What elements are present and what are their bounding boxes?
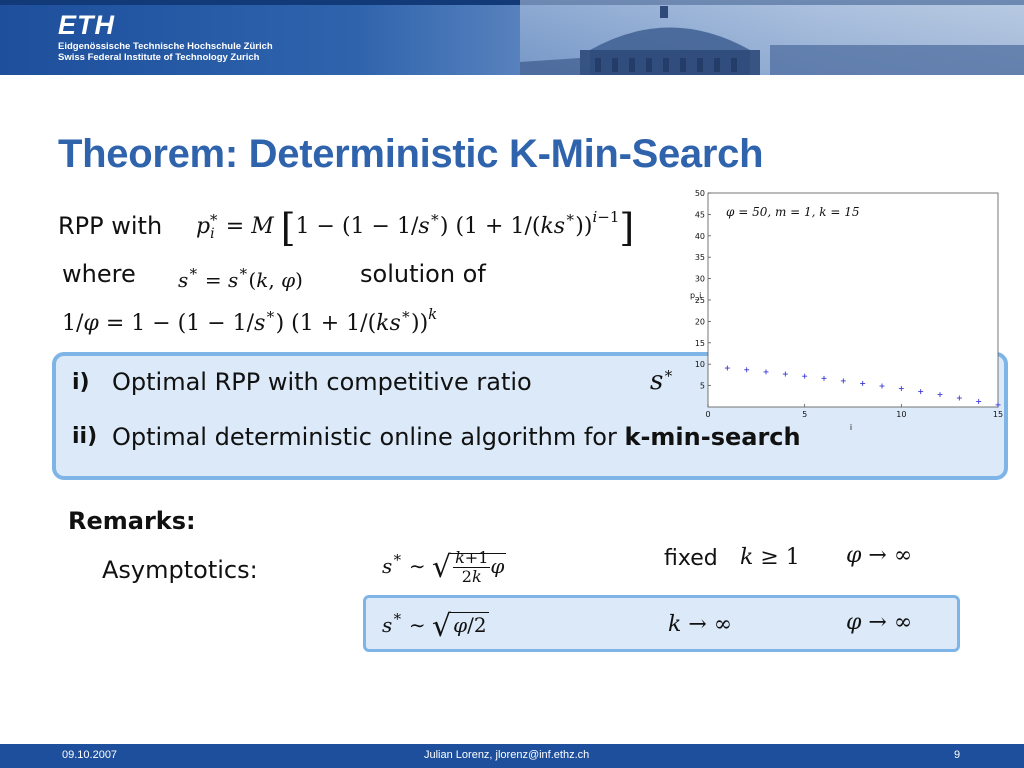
pi-scatter-chart <box>680 186 1010 432</box>
x-tick-label: 10 <box>896 410 907 419</box>
y-tick-label: 25 <box>694 296 705 305</box>
asymptotics-label: Asymptotics: <box>102 556 258 584</box>
rpp-formula: $p_i^∗ = M$ [1 − (1 − 1/s∗) $(1 + 1/(ks^∗))^{i-1}$] <box>196 206 635 250</box>
remarks-heading: Remarks: <box>68 507 196 535</box>
eth-logo: ETH <box>58 10 115 40</box>
x-tick-label: 15 <box>992 410 1004 419</box>
slide-footer <box>0 744 1024 768</box>
footer-date: 09.10.2007 <box>62 749 118 761</box>
result-i-text: Optimal RPP with competitive ratio <box>112 368 532 396</box>
rpp-with-label: RPP with <box>58 212 163 240</box>
result-ii-bold: k-min-search <box>624 423 801 451</box>
result-ii-label: ii) <box>72 424 98 449</box>
result-i-ratio: s∗ <box>650 364 674 396</box>
asym-phi-limit-2: φ → ∞ <box>846 610 913 635</box>
asym-formula-fixed-k: s∗ ∼ √ $\frac{k+1}{2k}$ φ <box>382 548 505 586</box>
x-tick-label: 0 <box>705 410 711 419</box>
y-tick-label: 5 <box>699 381 705 391</box>
asym-k-condition: k ≥ 1 <box>740 545 800 570</box>
y-tick-label: 20 <box>694 317 705 327</box>
asym-formula-large-k: s∗ ∼ √ φ/2 <box>382 607 487 644</box>
y-tick-label: 15 <box>694 338 705 348</box>
y-tick-label: 35 <box>694 253 705 263</box>
y-tick-label: 40 <box>694 231 705 241</box>
eth-subtitle-english: Swiss Federal Institute of Technology Zurich <box>58 52 260 63</box>
y-tick-label: 50 <box>694 189 705 198</box>
y-tick-label: 10 <box>694 360 705 370</box>
solution-of-label: solution of <box>360 260 486 288</box>
eth-subtitle-german: Eidgenössische Technische Hochschule Zürich <box>58 41 273 52</box>
s-star-definition: s∗ = s∗(k, φ) <box>178 262 303 292</box>
result-ii-plain: Optimal deterministic online algorithm for <box>112 423 617 451</box>
slide-title: Theorem: Deterministic K-Min-Search <box>58 132 764 176</box>
chart-annotation: φ = 50, m = 1, k = 15 <box>726 205 860 219</box>
asym-k-limit: k → ∞ <box>668 612 733 637</box>
x-tick-label: 5 <box>802 410 808 419</box>
eth-building-image <box>520 0 1024 75</box>
footer-page-number: 9 <box>954 749 961 761</box>
result-i-label: i) <box>72 370 90 395</box>
y-tick-label: 45 <box>694 210 705 220</box>
asym-phi-limit-1: φ → ∞ <box>846 543 913 568</box>
where-label: where <box>62 260 136 288</box>
footer-author: Julian Lorenz, jlorenz@inf.ethz.ch <box>424 749 590 761</box>
chart-x-axis-label: i <box>849 423 853 432</box>
s-star-equation: 1/φ = 1 − (1 − 1/s∗) $(1 + 1/(ks^∗))^k$ <box>62 305 438 336</box>
chart-y-axis-label: p_i <box>690 291 702 300</box>
asym-fixed-label: fixed <box>664 546 718 571</box>
y-tick-label: 30 <box>694 274 705 284</box>
chart-background <box>708 193 998 407</box>
eth-header-banner <box>0 0 1024 75</box>
